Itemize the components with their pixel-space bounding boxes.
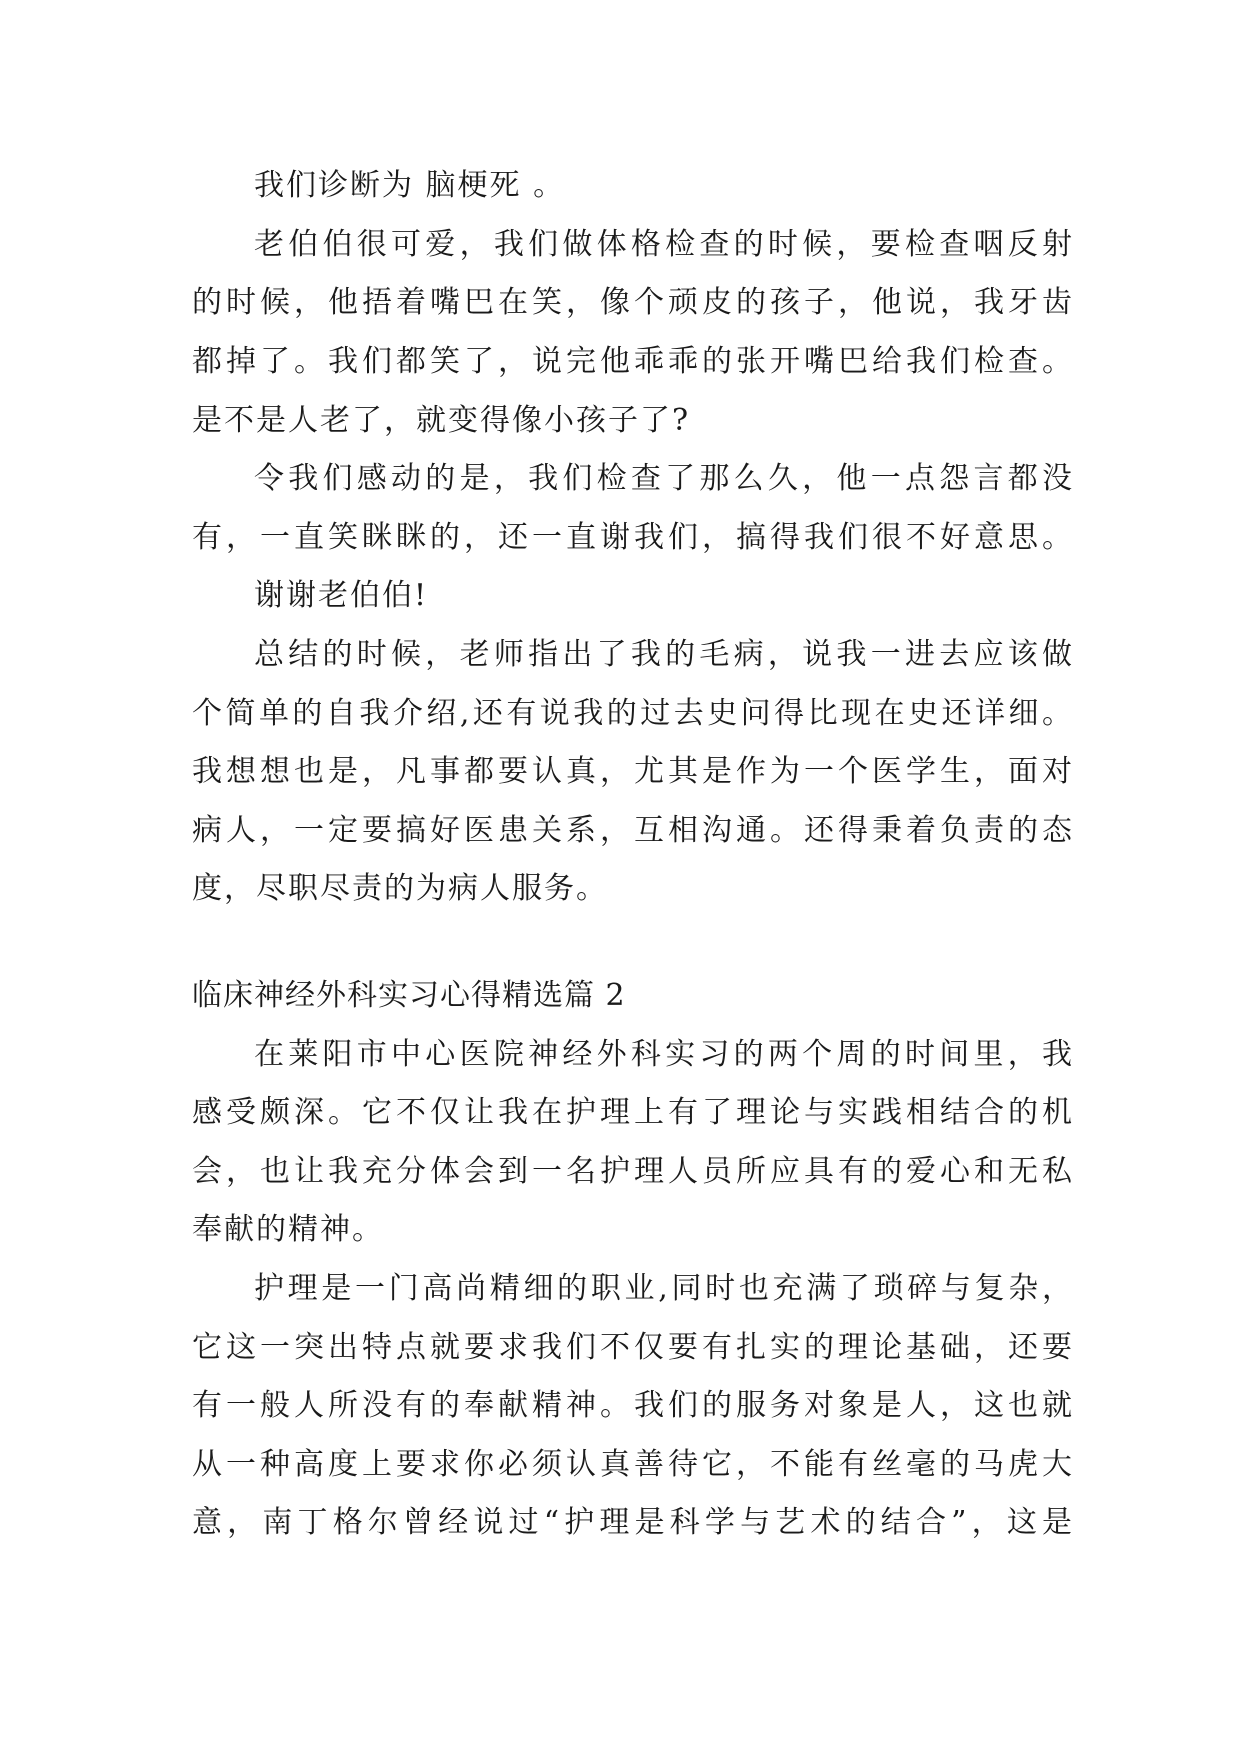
section-heading: 临床神经外科实习心得精选篇 2 <box>192 978 626 1013</box>
text-line: 度，尽职尽责的为病人服务。 <box>192 871 608 906</box>
text-line: 有，一直笑眯眯的，还一直谢我们，搞得我们很不好意思。 <box>192 520 1072 555</box>
text-line: 令我们感动的是，我们检查了那么久，他一点怨言都没 <box>254 461 1072 496</box>
text-line: 谢谢老伯伯! <box>254 578 429 613</box>
text-line: 的时候，他捂着嘴巴在笑，像个顽皮的孩子，他说，我牙齿 <box>192 285 1072 320</box>
text-line: 我想想也是，凡事都要认真，尤其是作为一个医学生，面对 <box>192 754 1072 789</box>
text-line: 从一种高度上要求你必须认真善待它，不能有丝毫的马虎大 <box>192 1447 1072 1482</box>
text-line-diagnosis: 我们诊断为 脑梗死 。 <box>254 168 566 203</box>
text-line: 感受颇深。它不仅让我在护理上有了理论与实践相结合的机 <box>192 1095 1072 1130</box>
text-line: 病人，一定要搞好医患关系，互相沟通。还得秉着负责的态 <box>192 813 1072 848</box>
text-line: 意，南丁格尔曾经说过“护理是科学与艺术的结合”，这是 <box>192 1505 1072 1540</box>
text-line: 是不是人老了，就变得像小孩子了? <box>192 403 691 438</box>
text-line: 在莱阳市中心医院神经外科实习的两个周的时间里，我 <box>254 1037 1072 1072</box>
text-line: 会，也让我充分体会到一名护理人员所应具有的爱心和无私 <box>192 1154 1072 1189</box>
text-line: 它这一突出特点就要求我们不仅要有扎实的理论基础，还要 <box>192 1330 1072 1365</box>
text-line: 个简单的自我介绍,还有说我的过去史问得比现在史还详细。 <box>192 696 1072 731</box>
text-line: 有一般人所没有的奉献精神。我们的服务对象是人，这也就 <box>192 1388 1072 1423</box>
text-line: 老伯伯很可爱，我们做体格检查的时候，要检查咽反射 <box>254 227 1072 262</box>
text-line: 护理是一门高尚精细的职业,同时也充满了琐碎与复杂， <box>254 1271 1072 1306</box>
text-line: 总结的时候，老师指出了我的毛病，说我一进去应该做 <box>254 637 1072 672</box>
text-line: 都掉了。我们都笑了，说完他乖乖的张开嘴巴给我们检查。 <box>192 344 1072 379</box>
text-line: 奉献的精神。 <box>192 1212 384 1247</box>
